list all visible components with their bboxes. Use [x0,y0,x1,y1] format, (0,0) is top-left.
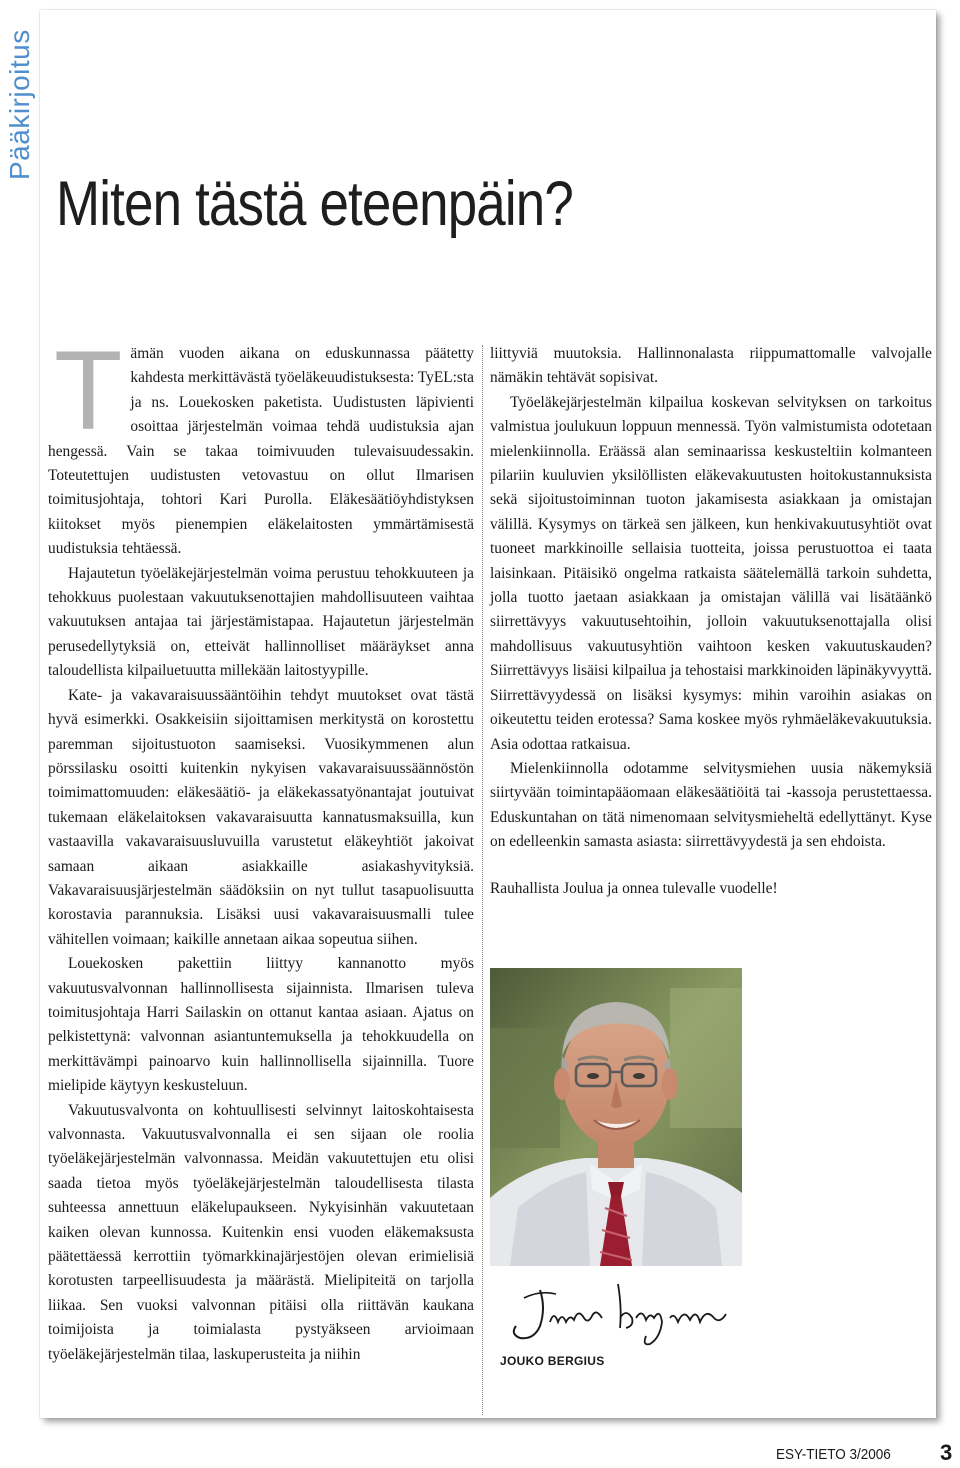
intro-rest: ajan hengessä. Vain se takaa toimivuuden tulevaisuudessakin. Toteutettujen uudistusten vetovastuu on ollut Ilmarisen toimitusjohtaja, tohtori Kari Purolla. Eläkesäätiöyhdistyksen kiitokset myös pienempien eläkelaitosten ymmärtämisestä uudistuksia tehtäessä. [48,418,474,558]
section-tag [0,0,40,190]
continuation-paragraph: liittyviä muutoksia. Hallinnonalasta riippumattomalle valvojalle nämäkin tehtävät sopisivat. [490,345,932,387]
body-paragraph: Hajautetun työeläkejärjestelmän voima perustuu tehokkuuteen ja tehokkuus puolestaan vakuutuksenottajien mahdollisuuteen vaihtaa vakuutuksen antajaa tai järjestämistapaa. Hajautetun järjestelmän perusedellytyksiä on, etteivät hallinnolliset määräykset anna taloudellista kilpailuetuutta millekään laitostyypille. [48,564,474,680]
page-number: 3 [940,1440,953,1465]
body-paragraph: Työeläkejärjestelmän kilpailua koskevan selvityksen on tarkoitus valmistua joulukuun loppuun mennessä. Työn valmistumista odotetaan mielenkiinnolla. Eräässä alan seminaarissa keskusteltiin kolmanteen pilariin kuuluvien yksilöllisten eläkevakuutusten hoitokustannuksista sekä sijoitustoiminnan tuoton jakamisesta asiakkaan ja omistajan välillä. Kysymys on tärkeä sen jälkeen, kun henkivakuutusyhtiöt ovat tuoneet markkinoille sellaisia tuotteita, joissa perustuottoa ei taata laisinkaan. Pitäisikö ongelma ratkaista säätelemällä tarkoin suhdetta, jolla tuotto jaetaan asiakkaan ja omistajan välillä vai lisätäänkö siirrettävyys vakuutusehtoihin, jolloin vakuutuksenottajalla olisi mahdollisuus vakuutusyhtiön vaihtoon kesken vakuutuskauden? Siirrettävyys lisäisi kilpailua ja tehostaisi markkinoiden läpinäkyvyyttä. Siirrettävyydessä on lisäksi kysymys: mihin varoihin asiakas on oikeutettu teiden erotessa? Sama koskee myös ryhmäeläkevakuutuksia. Asia odottaa ratkaisua. [490,393,932,753]
left-column [48,328,474,1367]
page-title: Miten tästä eteenpäin? [56,169,573,239]
body-paragraph: Mielenkiinnolla odotamme selvitysmiehen uusia näkemyksiä siirtyvään toimintapääomaan eläkesäätiöitä tai -kassoja perustettaessa. Eduskuntahan on tätä nimenomaan selvitysmieheltä edellyttänyt. Kyse on edelleenkin samasta asiasta: siirrettävyydestä ja sen ehdoista. [490,759,932,851]
right-column [490,342,932,901]
intro-first-lines: ämän vuoden aikana on eduskunnassa päätetty kahdesta merkittävästä työeläkeuudistuksesta: TyEL:sta ja ns. Louekosken paketista. Uudistusten läpivienti osoittaa järjestelmän voimaa tehdä uudistuksia [130,345,474,436]
signature-name: JOUKO BERGIUS [500,1354,605,1368]
section-tag-label: Pääkirjoitus [4,29,35,180]
column-divider [482,345,483,1415]
handwritten-signature [500,1278,740,1348]
body-paragraph: Louekosken pakettiin liittyy kannanotto myös vakuutusvalvonnan hallinnollisesta sijainnista. Ilmarisen tuleva toimitusjohtaja Harri Sailaskin on ottanut kantaa asiaan. Ajatus on pelkistettynä: valvonnan asiantuntemuksella ja tehokkuudella on merkittävämpi painoarvo kuin hallinnollisella sijainnilla. Tuore mielipide käytyyn keskusteluun. [48,955,474,1095]
drop-cap: T [54,328,123,453]
body-paragraph: Kate- ja vakavaraisuussääntöihin tehdyt muutokset ovat tästä hyvä esimerkki. Osakkeisiin sijoittamisen merkitystä on korostettu paremman sijoitustuoton saamiseksi. Vuosikymmenen alun pörssilasku osoitti kuitenkin nykyisen vakavaraisuussäännöstön toimimattomuuden: eläkesäätiö- ja eläkekassatyönantajat joutuivat tukemaan eläkelaitoksen vakavaraisuutta kannatusmaksuilla, kun vastaavilla vakavaraisuusluvuilla varustetut eläkeyhtiöt jakoivat samaan aikaan asiakkaille asiakashyvityksiä. Vakavaraisuusjärjestelmän säädöksiin on nyt tullut tasapuolisuutta korostavia parannuksia. Lisäksi uusi vakavaraisuusmalli tulee vähitellen voimaan; kaikille annetaan aikaa sopeutua siihen. [48,686,474,948]
body-paragraph: Vakuutusvalvonta on kohtuullisesti selvinnyt laitoskohtaisesta valvonnasta. Vakuutusvalvonnalla ei sen sijaan ole roolia työeläkejärjestelmän valvonnassa. Meidän vakuutettujen etu olisi saada tietoa myös työeläkejärjestelmän taloudellisesta tilasta suhteessa annettuun eläkelupaukseen. Nykyisinhän vakuutetaan kaiken olevan kunnossa. Kuitenkin ensi vuoden eläkemaksusta päätettäessä kerrottiin työmarkkinajärjestöjen olevan erimielisiä korotusten tarpeellisuudesta ja määrästä. Mielipiteitä on tarjolla liikaa. Sen vuoksi valvonnan pitäisi olla riittävän kaukana toimijoista ja toimialasta pystyäkseen arvioimaan työeläkejärjestelmän tilaa, laskuperusteita ja niihin [48,1101,474,1363]
author-photo [490,968,742,1266]
greeting: Rauhallista Joulua ja onnea tulevalle vuodelle! [490,879,778,897]
publication-footer: ESY-TIETO 3/2006 [776,1446,891,1463]
portrait-image [490,968,742,1266]
